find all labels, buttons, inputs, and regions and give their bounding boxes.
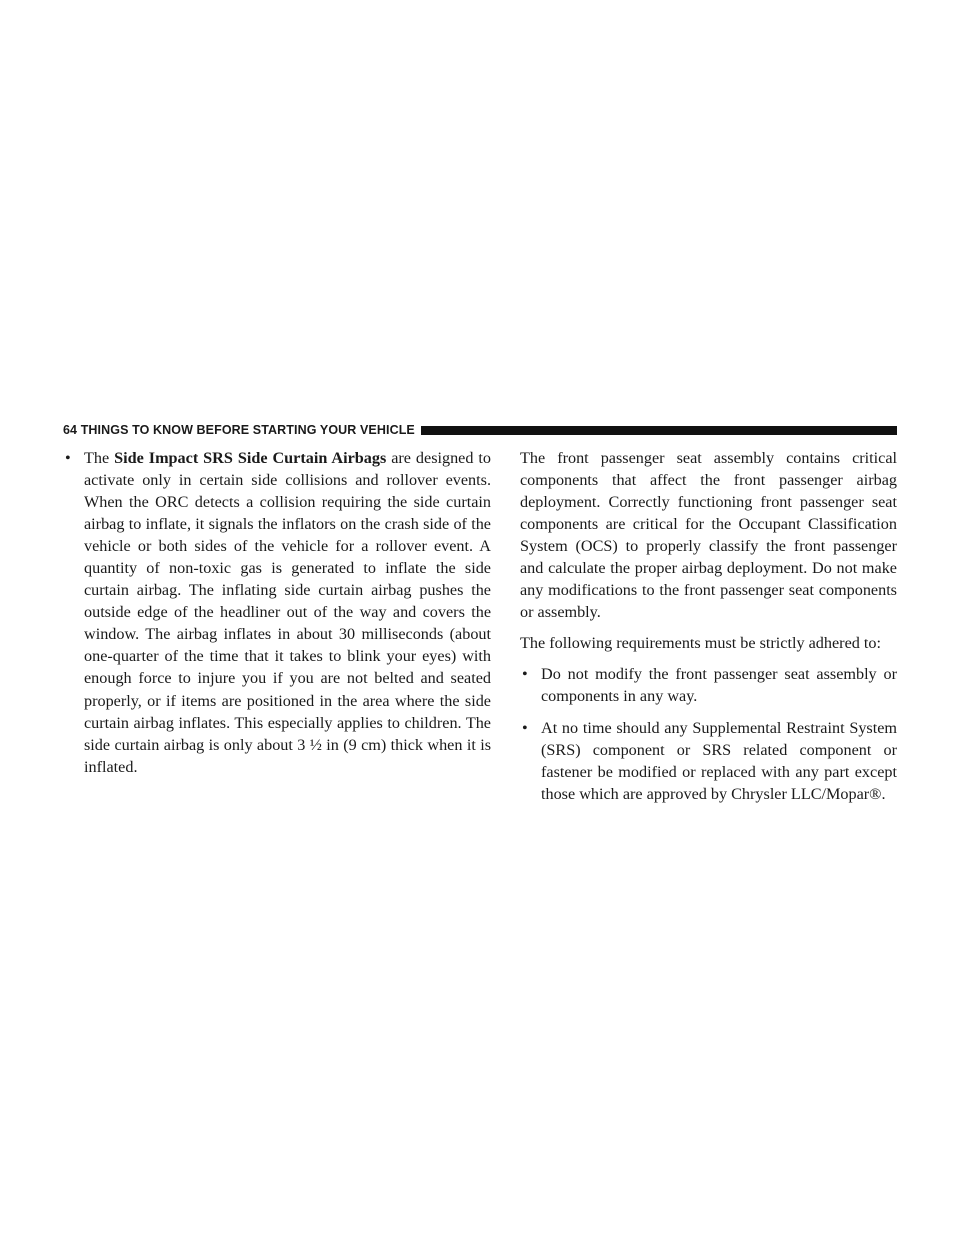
bullet-icon: • (65, 449, 71, 467)
paragraph-requirements-intro: The following requirements must be strictly adhered to: (520, 634, 881, 653)
bullet-text: At no time should any Supplemental Restraint System (SRS) component or SRS related component or fastener be modified or replaced with any part except those which are approved by Chrysler LLC/Mopar®. (541, 718, 897, 803)
bullet-item-side-curtain-airbags (63, 447, 491, 778)
left-column (63, 447, 491, 778)
section-title: THINGS TO KNOW BEFORE STARTING YOUR VEHICLE (80, 423, 415, 437)
bullet-item-do-not-modify (520, 663, 897, 707)
paragraph-seat-assembly: The front passenger seat assembly contains critical components that affect the front passenger airbag deployment. Correctly functioning front passenger seat components are critical for the Occupant Classification System (OCS) to properly classify the front passenger and calculate the proper airbag deployment. Do not make any modifications to the front passenger seat components or assembly. (520, 449, 897, 622)
bullet-icon: • (522, 718, 528, 737)
right-column (520, 447, 897, 805)
page-number: 64 (63, 423, 78, 437)
header-rule (421, 426, 897, 435)
page-header (63, 422, 897, 438)
bold-term: Side Impact SRS Side Curtain Airbags (114, 449, 387, 467)
header-text (63, 422, 415, 438)
bullet-item-approved-parts (520, 717, 897, 805)
bullet-lead: The (84, 449, 115, 467)
bullet-text: Do not modify the front passenger seat assembly or components in any way. (541, 665, 897, 706)
bullet-body: are designed to activate only in certain side collisions and rollover events. When the ORC detects a collision requiring the side curtain airbag to inflate, it signals the inflators on the crash side of the vehicle or both sides of the vehicle for a rollover event. A quantity of non-toxic gas is generated to inflate the side curtain airbag. The inflating side curtain airbag pushes the outside edge of the headliner out of the way and covers the window. The airbag inflates in about 30 milliseconds (about one-quarter of the time that it takes to blink your eyes) with enough force to injure you if you are not belted and seated properly, or if items are positioned in the area where the side curtain airbag inflates. This especially applies to children. The side curtain airbag is only about 3 ½ in (9 cm) thick when it is inflated. (84, 449, 491, 776)
bullet-icon: • (522, 665, 528, 684)
